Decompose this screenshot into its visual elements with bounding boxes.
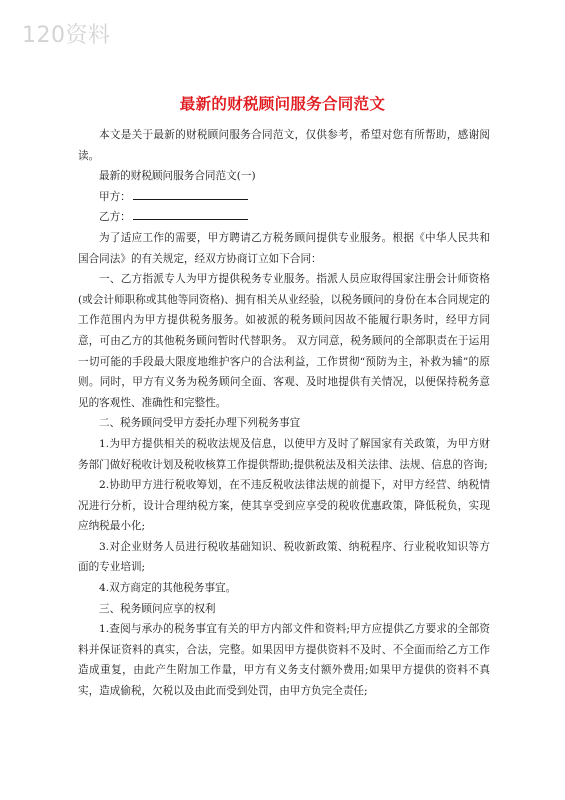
intro-paragraph: 本文是关于最新的财税顾问服务合同范文，仅供参考，希望对您有所帮助，感谢阅读。 [78, 129, 490, 162]
item-2-2-paragraph: 2.协助甲方进行税收筹划，在不违反税收法律法规的前提下，对甲方经营、纳税情况进行分析，设计合理纳税方案，使其享受到应享受的税收优惠政策，降低税负，实现应纳税最小化; [78, 479, 490, 533]
party-b-label: 乙方： [99, 211, 131, 224]
document-body [78, 125, 490, 702]
clause-1-paragraph: 一、乙方指派专人为甲方提供税务专业服务。指派人员应取得国家注册会计师资格(或会计师职称或其他等同资格)、拥有相关从业经验，以税务顾问的身份在本合同规定的工作范围内为甲方提供税务服务。如被派的税务顾问因故不能履行职务时，经甲方同意，可由乙方的其他税务顾问暂时代替职务。 双方同意，税务顾问的全部职责在于运用一切可能的手段最大限度地维护客户的合法利益，工作贯彻“预防为主，补救为辅”的原则。同时，甲方有义务为税务顾问全面、客观、及时地提供有关情况，以便保持税务意见的客观性、准确性和完整性。 [78, 273, 490, 409]
item-3-1-paragraph: 1.查阅与承办的税务事宜有关的甲方内部文件和资料;甲方应提供乙方要求的全部资料并保证资料的真实，合法，完整。如果因甲方提供资料不及时、不全面而给乙方工作造成重复，由此产生附加工作量，甲方有义务支付额外费用;如果甲方提供的资料不真实，造成偷税，欠税以及由此而受到处罚，由甲方负完全责任; [78, 623, 490, 698]
party-b-field[interactable] [133, 208, 248, 220]
watermark-logo: 120资料 [22, 23, 111, 48]
preamble-paragraph: 为了适应工作的需要，甲方聘请乙方税务顾问提供专业服务。根据《中华人民共和国合同法》的有关规定，经双方协商订立如下合同： [78, 231, 490, 265]
contract-heading: 最新的财税顾问服务合同范文(一) [99, 170, 256, 183]
item-2-1-paragraph: 1.为甲方提供相关的税收法规及信息，以使甲方及时了解国家有关政策，为甲方财务部门做好税收计划及税收核算工作提供帮助;提供税法及相关法律、法规、信息的咨询; [78, 437, 490, 471]
item-2-4-paragraph: 4.双方商定的其他税务事宜。 [99, 582, 237, 595]
party-a-line [78, 187, 490, 208]
item-2-3-paragraph: 3.对企业财务人员进行税收基础知识、税收新政策、纳税程序、行业税收知识等方面的专业培训; [78, 540, 490, 574]
party-a-field[interactable] [133, 188, 248, 200]
party-a-label: 甲方： [99, 190, 131, 203]
document-title: 最新的财税顾问服务合同范文 [179, 95, 386, 113]
section-2-heading: 二、税务顾问受甲方委托办理下列税务事宜 [99, 417, 301, 430]
section-3-heading: 三、税务顾问应享的权利 [99, 602, 216, 615]
party-b-line [78, 207, 490, 228]
